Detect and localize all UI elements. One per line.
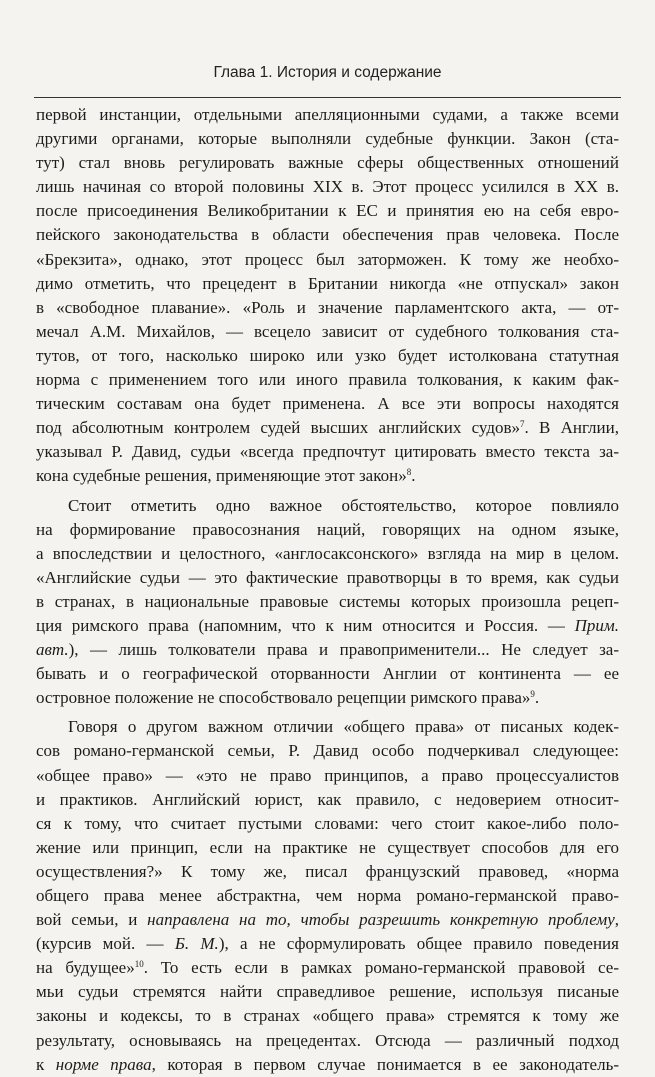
footnote-ref-10[interactable]: 10: [134, 959, 144, 970]
text-line: а впоследствии и целостного, «англосаксонского» взгляда на мир в целом.: [36, 543, 619, 563]
text-line: жение или принцип, если на практике не существует способов для его: [36, 837, 619, 857]
text-line: димо отметить, что прецедент в Британии никогда «не отпускал» закон: [36, 273, 619, 293]
text-line: вой семьи, и направлена на то, чтобы разрешить конкретную проблему,: [36, 910, 619, 930]
text-line: «общее право» — «это не право принципов, а право процессуалистов: [36, 765, 619, 785]
text-line: островное положение не способствовало рецепции римского права»$^9$.: [36, 688, 540, 708]
text-line: тическим составам она будет применена. А все эти вопросы находятся: [36, 394, 619, 414]
text-line: другими органами, которые выполняли судебные функции. Закон (ста-: [36, 129, 619, 149]
text-line: мечал А.М. Михайлов, — всецело зависит от судебного толкования ста-: [36, 321, 619, 341]
running-header: Глава 1. История и содержание: [213, 64, 442, 81]
text-line: под абсолютным контролем судей высших английских судов»$^7$. В Англии,: [36, 418, 619, 438]
text-line: пейского законодательства в области обеспечения прав человека. После: [36, 225, 619, 245]
text-line: результату, основываясь на прецедентах. Отсюда — различный подход: [36, 1030, 619, 1050]
text-line: мьи судьи стремятся найти справедливое решение, используя писаные: [36, 982, 619, 1002]
text-line: сов романо-германской семьи, Р. Давид особо подчеркивал следующее:: [36, 741, 619, 761]
text-line: кона судебные решения, применяющие этот закон»$^8$.: [36, 466, 416, 486]
italic-text: направлена на то, чтобы разрешить конкретную проблему: [147, 910, 615, 930]
italic-text: Б. М.: [174, 934, 219, 954]
text-line: лишь начиная со второй половины XIX в. Этот процесс усилился в XX в.: [36, 177, 619, 197]
text-line: к норме права, которая в первом случае понимается в ее законодатель-: [36, 1054, 619, 1074]
text-line: «Брекзита», однако, этот процесс был заторможен. К тому же необхо-: [36, 249, 619, 269]
text-line: тут) стал вновь регулировать важные сферы общественных отношений: [36, 153, 619, 173]
text-line: авт.), — лишь толкователи права и правоприменители... Не следует за-: [36, 640, 619, 660]
text-line: на формирование правосознания наций, говорящих на одном языке,: [36, 519, 619, 539]
header-rule: [34, 97, 621, 98]
text-line: в странах, в национальные правовые системы которых произошла рецеп-: [36, 591, 619, 611]
text-line: ция римского права (напомним, что к ним относится и Россия. — Прим.: [36, 615, 619, 635]
text-line: первой инстанции, отдельными апелляционными судами, а также всеми: [36, 105, 619, 124]
text-line: бывать и о географической оторванности Англии от континента — ее: [36, 664, 619, 684]
italic-text: Прим.: [574, 615, 619, 635]
italic-text: норме права: [55, 1054, 152, 1074]
text-line: указывал Р. Давид, судьи «всегда предпочтут цитировать вместо текста за-: [36, 442, 619, 462]
text-line: на будущее»$^{10}$. То есть если в рамках романо-германской правовой се-: [36, 958, 619, 978]
footnote-ref-7[interactable]: 7: [520, 419, 525, 430]
text-line: тутов, от того, насколько широко или узко будет истолкована статутная: [36, 345, 619, 365]
italic-text: авт.: [36, 640, 69, 660]
text-line: и практиков. Английский юрист, как правило, с недоверием относит-: [36, 789, 619, 809]
text-line: Стоит отметить одно важное обстоятельство, которое повлияло: [68, 495, 619, 515]
text-line: после присоединения Великобритании к ЕС и принятия ею на себя евро-: [36, 201, 619, 221]
text-line: норма с применением того или иного правила толкования, к каким фак-: [36, 370, 619, 390]
text-line: (курсив мой. — Б. М.), а не сформулировать общее правило поведения: [36, 934, 619, 954]
footnote-ref-8[interactable]: 8: [406, 467, 412, 478]
text-line: в «свободное плавание». «Роль и значение парламентского акта, — от-: [36, 297, 619, 317]
text-line: ся к тому, что считает пустыми словами: чего стоит какое-либо поло-: [36, 813, 619, 833]
page-body: [36, 103, 619, 1077]
text-line: общего права менее абстрактна, чем норма романо-германской право-: [36, 886, 619, 905]
text-line: законы и кодексы, то в странах «общего права» стремятся к тому же: [36, 1006, 619, 1026]
footnote-ref-9[interactable]: 9: [530, 689, 535, 700]
paragraph-2: [36, 494, 619, 711]
text-line: Говоря о другом важном отличии «общего права» от писаных кодек-: [68, 717, 619, 737]
text-line: осуществления?» К тому же, писал французский правовед, «норма: [36, 861, 619, 881]
paragraph-3: [36, 715, 619, 1076]
text-line: «Английские судьи — это фактические правотворцы в то время, как судьи: [36, 567, 619, 587]
paragraph-1: [36, 103, 619, 489]
